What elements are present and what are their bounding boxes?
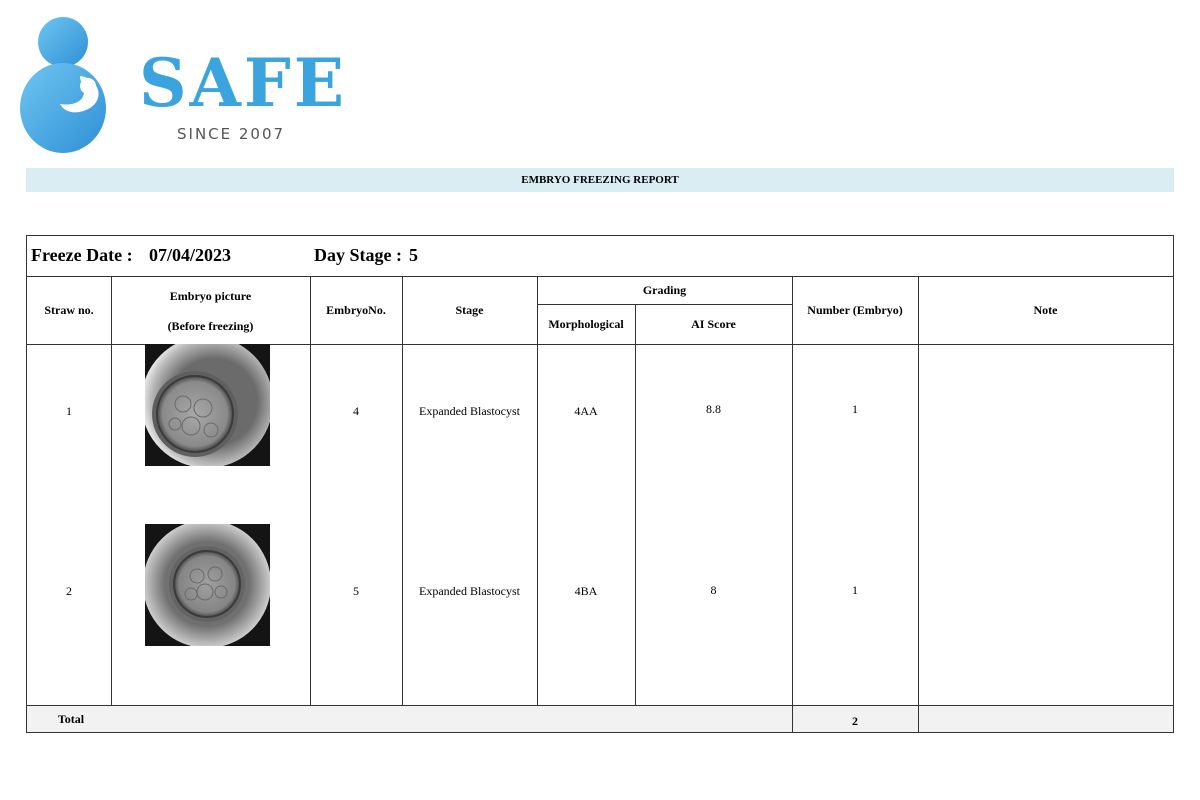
header-ai-score: AI Score (691, 317, 736, 331)
col-divider (792, 276, 793, 732)
safe-logo (14, 12, 348, 157)
row1-morphological: 4AA (574, 403, 598, 418)
logo-wordmark: SAFE (139, 44, 348, 122)
day-stage-label: Day Stage : (314, 245, 402, 265)
total-row (27, 705, 1173, 732)
freeze-date-value: 07/04/2023 (149, 245, 232, 265)
total-value: 2 (852, 713, 858, 728)
row2-embryo-no: 5 (353, 583, 359, 598)
row2-stage: Expanded Blastocyst (419, 583, 520, 598)
header-picture-line2: (Before freezing) (167, 318, 254, 333)
header-straw-no: Straw no. (44, 302, 94, 317)
row1-ai-score: 8.8 (706, 401, 721, 416)
header-morphological: Morphological (548, 317, 624, 331)
embryo-image-1 (145, 344, 270, 466)
row2-number: 1 (852, 582, 858, 597)
report-title: EMBRYO FREEZING REPORT (521, 174, 679, 186)
header-stage: Stage (455, 302, 484, 317)
header-grading: Grading (642, 282, 687, 297)
report-title-banner (26, 168, 1174, 192)
row2-note (918, 571, 1173, 611)
row2-straw-no: 2 (66, 583, 72, 598)
info-row (27, 236, 1173, 277)
total-label: Total (57, 711, 85, 726)
embryo-image-2 (145, 524, 270, 646)
row1-number: 1 (852, 401, 858, 416)
row1-stage: Expanded Blastocyst (419, 403, 520, 418)
header-note: Note (1033, 302, 1058, 317)
col-divider (918, 276, 919, 732)
row2-morphological: 4BA (574, 583, 598, 598)
day-stage-value: 5 (409, 245, 418, 265)
logo-tagline: SINCE 2007 (177, 125, 286, 143)
logo-figure-icon (18, 16, 118, 156)
row1-straw-no: 1 (66, 403, 72, 418)
header-embryo-no: EmbryoNo. (326, 302, 386, 317)
header-picture-line1: Embryo picture (169, 288, 252, 303)
col-divider (635, 304, 636, 705)
row1-embryo-no: 4 (353, 403, 359, 418)
report-table (26, 235, 1174, 733)
total-top-line (27, 705, 1173, 706)
header-number: Number (Embryo) (807, 302, 903, 317)
row1-note (918, 391, 1173, 431)
row2-ai-score: 8 (710, 582, 717, 597)
freeze-date-label: Freeze Date : (31, 245, 133, 265)
